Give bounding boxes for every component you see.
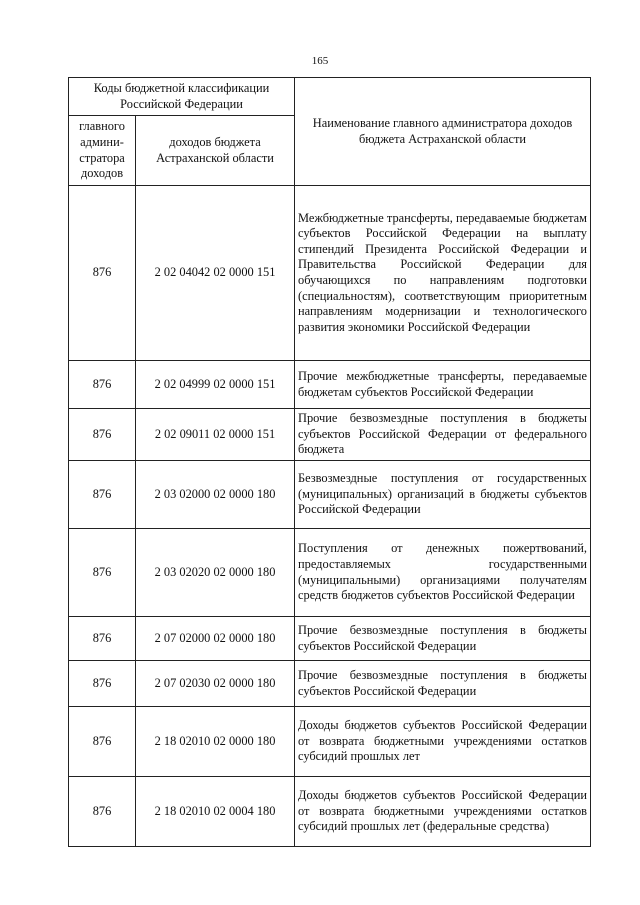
admin-code-cell: 876 [69,661,136,707]
table-row [69,461,591,529]
page-number: 165 [311,55,329,67]
table-row [69,186,591,361]
income-code-cell: 2 03 02000 02 0000 180 [136,461,295,529]
admin-code-cell: 876 [69,777,136,847]
administrator-name-cell: Поступления от денежных пожертвований, предоставляемых государственными (муниципальными) организациями получателям средств бюджетов субъектов Российской Федерации [295,529,591,617]
admin-code-cell: 876 [69,617,136,661]
header-classification-group: Коды бюджетной классификации Российской Федерации [69,78,295,116]
admin-code-cell: 876 [69,461,136,529]
admin-code-cell: 876 [69,361,136,409]
income-code-cell: 2 02 04999 02 0000 151 [136,361,295,409]
income-code-cell: 2 07 02030 02 0000 180 [136,661,295,707]
income-code-cell: 2 07 02000 02 0000 180 [136,617,295,661]
administrator-name-cell: Межбюджетные трансферты, передаваемые бюджетам субъектов Российской Федерации на выплату стипендий Президента Российской Федерации и Правительства Российской Федерации для обучающихся по направлениям подготовки (специальностям), соответствующим приоритетным направлениям модернизации и технологического развития экономики Российской Федерации [295,186,591,361]
income-code-cell: 2 18 02010 02 0004 180 [136,777,295,847]
administrator-name-cell: Прочие межбюджетные трансферты, передаваемые бюджетам субъектов Российской Федерации [295,361,591,409]
administrator-name-cell: Доходы бюджетов субъектов Российской Федерации от возврата бюджетными учреждениями остатков субсидий прошлых лет (федеральные средства) [295,777,591,847]
table-row [69,661,591,707]
table-row [69,361,591,409]
administrator-name-cell: Прочие безвозмездные поступления в бюджеты субъектов Российской Федерации [295,661,591,707]
income-code-cell: 2 02 04042 02 0000 151 [136,186,295,361]
administrator-name-cell: Прочие безвозмездные поступления в бюджеты субъектов Российской Федерации от федерального бюджета [295,409,591,461]
table-row [69,777,591,847]
header-main-administrator: главного админи-стратора доходов [69,116,136,186]
income-code-cell: 2 18 02010 02 0000 180 [136,707,295,777]
table-row [69,617,591,661]
budget-codes-table [68,77,591,847]
table-row [69,529,591,617]
admin-code-cell: 876 [69,409,136,461]
admin-code-cell: 876 [69,707,136,777]
table-body [69,186,591,847]
header-administrator-name: Наименование главного администратора доходов бюджета Астраханской области [295,78,591,186]
table-row [69,707,591,777]
administrator-name-cell: Доходы бюджетов субъектов Российской Федерации от возврата бюджетными учреждениями остатков субсидий прошлых лет [295,707,591,777]
admin-code-cell: 876 [69,186,136,361]
income-code-cell: 2 02 09011 02 0000 151 [136,409,295,461]
table-row [69,409,591,461]
administrator-name-cell: Прочие безвозмездные поступления в бюджеты субъектов Российской Федерации [295,617,591,661]
header-income-code: доходов бюджета Астраханской области [136,116,295,186]
income-code-cell: 2 03 02020 02 0000 180 [136,529,295,617]
administrator-name-cell: Безвозмездные поступления от государственных (муниципальных) организаций в бюджеты субъектов Российской Федерации [295,461,591,529]
admin-code-cell: 876 [69,529,136,617]
